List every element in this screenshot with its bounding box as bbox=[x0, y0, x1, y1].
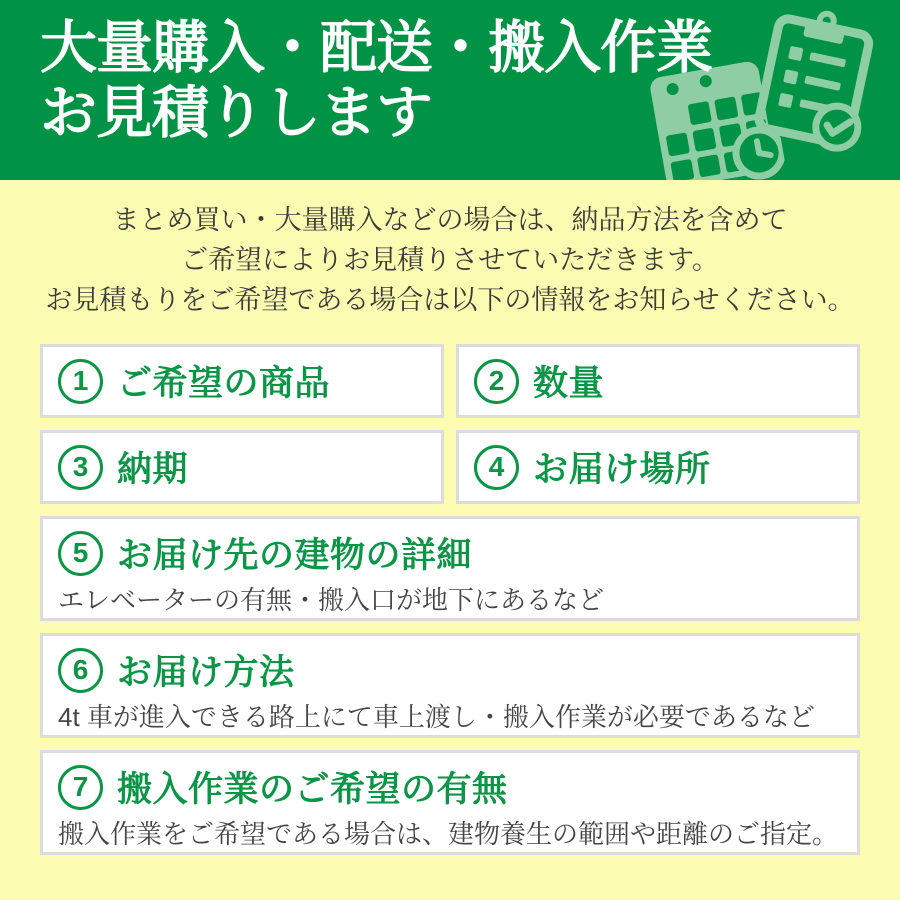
box-label-6: お届け方法 bbox=[117, 653, 295, 692]
box-building-details bbox=[40, 516, 860, 621]
number-badge-1: 1 bbox=[58, 359, 103, 404]
number-badge-2: 2 bbox=[474, 359, 519, 404]
box-label-2: 数量 bbox=[533, 364, 605, 403]
box-row-2 bbox=[40, 430, 860, 504]
intro-line3: お見積もりをご希望である場合は以下の情報をお知らせください。 bbox=[45, 285, 855, 315]
page-title-line2: お見積りします bbox=[40, 81, 432, 145]
box-delivery-method bbox=[40, 633, 860, 738]
box-note-6: 4t 車が進入できる路上にて車上渡し・搬入作業が必要であるなど bbox=[58, 702, 815, 732]
number-badge-5: 5 bbox=[58, 531, 103, 576]
header-banner bbox=[0, 0, 900, 180]
intro-line2: ご希望によりお見積りさせていただきます。 bbox=[181, 245, 719, 275]
box-label-5: お届け先の建物の詳細 bbox=[117, 536, 473, 575]
box-quantity bbox=[456, 344, 860, 418]
number-badge-7: 7 bbox=[58, 765, 103, 810]
box-delivery-date bbox=[40, 430, 444, 504]
box-note-5: エレベーターの有無・搬入口が地下にあるなど bbox=[58, 585, 605, 615]
number-badge-3: 3 bbox=[58, 445, 103, 490]
box-row-1 bbox=[40, 344, 860, 418]
box-label-1: ご希望の商品 bbox=[117, 364, 331, 403]
intro-text bbox=[40, 200, 860, 320]
box-label-4: お届け場所 bbox=[533, 450, 711, 489]
clipboard-icon bbox=[745, 0, 890, 163]
intro-line1: まとめ買い・大量購入などの場合は、納品方法を含めて bbox=[112, 205, 788, 235]
page-title bbox=[40, 16, 712, 146]
box-carry-in-request bbox=[40, 750, 860, 855]
page-title-line1: 大量購入・配送・搬入作業 bbox=[40, 16, 712, 80]
box-label-3: 納期 bbox=[117, 450, 189, 489]
box-label-7: 搬入作業のご希望の有無 bbox=[117, 770, 508, 809]
main-content bbox=[0, 180, 900, 855]
box-delivery-place bbox=[456, 430, 860, 504]
info-box-grid bbox=[40, 344, 860, 855]
number-badge-6: 6 bbox=[58, 648, 103, 693]
number-badge-4: 4 bbox=[474, 445, 519, 490]
box-desired-product bbox=[40, 344, 444, 418]
box-note-7: 搬入作業をご希望である場合は、建物養生の範囲や距離のご指定。 bbox=[58, 819, 839, 849]
